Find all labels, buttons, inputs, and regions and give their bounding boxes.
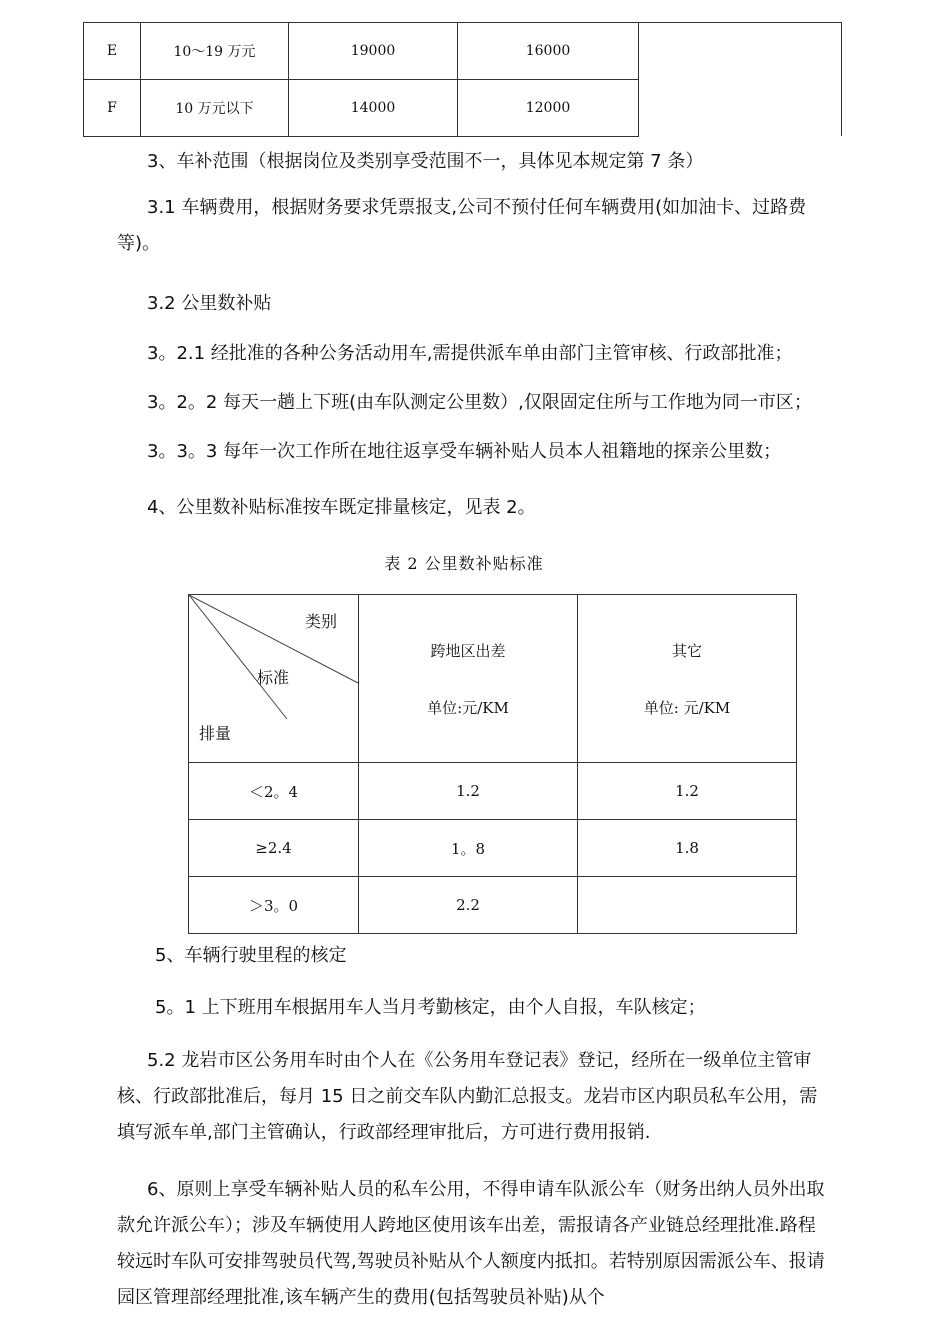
- table-row: [84, 80, 639, 137]
- column-title: 跨地区出差: [430, 641, 506, 660]
- value-cell: 1。8: [359, 820, 578, 877]
- column-unit: 单位: 元/KM: [643, 698, 731, 717]
- paragraph: 5。1 上下班用车根据用车人当月考勤核定，由个人自报，车队核定；: [155, 997, 706, 1018]
- price-range-cell: 10～19 万元: [141, 23, 289, 80]
- paragraph: 3。2.1 经批准的各种公务活动用车,需提供派车单由部门主管审核、行政部批准；: [147, 343, 793, 364]
- displacement-cell: ＜2。4: [189, 763, 359, 820]
- displacement-cell: ＞3。0: [189, 877, 359, 934]
- grade-cell: F: [84, 80, 141, 137]
- value-cell: 1.2: [359, 763, 578, 820]
- mileage-subsidy-table: [188, 594, 797, 934]
- price-range-cell: 10 万元以下: [141, 80, 289, 137]
- value-cell: 1.2: [578, 763, 797, 820]
- value-cell: [578, 877, 797, 934]
- column-title: 其它: [671, 641, 702, 660]
- paragraph: 3.1 车辆费用，根据财务要求凭票报支,公司不预付任何车辆费用(如加油卡、过路费等)。: [117, 197, 807, 254]
- table-row: [189, 877, 797, 934]
- table-row: [189, 820, 797, 877]
- diagonal-header-cell: [189, 595, 359, 763]
- paragraph: 3.2 公里数补贴: [147, 293, 272, 314]
- header-category-label: 类别: [305, 612, 338, 631]
- paragraph: 3、车补范围（根据岗位及类别享受范围不一，具体见本规定第 7 条）: [147, 151, 704, 172]
- amount-cell: 16000: [458, 23, 639, 80]
- displacement-cell: ≥2.4: [189, 820, 359, 877]
- paragraph: 3。2。2 每天一趟上下班(由车队测定公里数）,仅限固定住所与工作地为同一市区；: [147, 392, 812, 413]
- header-standard-label: 标准: [257, 668, 290, 687]
- merged-cell: [637, 22, 842, 136]
- amount-cell: 19000: [289, 23, 458, 80]
- value-cell: 2.2: [359, 877, 578, 934]
- paragraph: 5、车辆行驶里程的核定: [155, 945, 347, 966]
- header-displacement-label: 排量: [199, 724, 232, 743]
- table-header-row: [189, 595, 797, 763]
- grade-cell: E: [84, 23, 141, 80]
- paragraph: 4、公里数补贴标准按车既定排量核定，见表 2。: [147, 497, 536, 518]
- header-cross-region: [359, 595, 578, 763]
- table-caption: 表 2 公里数补贴标准: [384, 554, 544, 573]
- paragraph: 3。3。3 每年一次工作所在地往返享受车辆补贴人员本人祖籍地的探亲公里数；: [147, 441, 782, 462]
- table-row: [189, 763, 797, 820]
- header-other: [578, 595, 797, 763]
- paragraph: 6、原则上享受车辆补贴人员的私车公用，不得申请车队派公车（财务出纳人员外出取款允许派公车）；涉及车辆使用人跨地区使用该车出差，需报请各产业链总经理批准.路程较远时车队可安排驾驶员代驾,驾驶员补贴从个人额度内抵扣。若特别原因需派公车、报请园区管理部经理批准,该车辆产生的费用(包括驾驶员补贴)从个: [117, 1179, 825, 1308]
- amount-cell: 14000: [289, 80, 458, 137]
- price-table: [83, 22, 639, 137]
- column-unit: 单位:元/KM: [427, 698, 509, 717]
- paragraph: 5.2 龙岩市区公务用车时由个人在《公务用车登记表》登记，经所在一级单位主管审核、行政部批准后，每月 15 日之前交车队内勤汇总报支。龙岩市区内职员私车公用，需填写派车单,部门主管确认，行政部经理审批后，方可进行费用报销.: [117, 1050, 818, 1143]
- amount-cell: 12000: [458, 80, 639, 137]
- value-cell: 1.8: [578, 820, 797, 877]
- table-row: [84, 23, 639, 80]
